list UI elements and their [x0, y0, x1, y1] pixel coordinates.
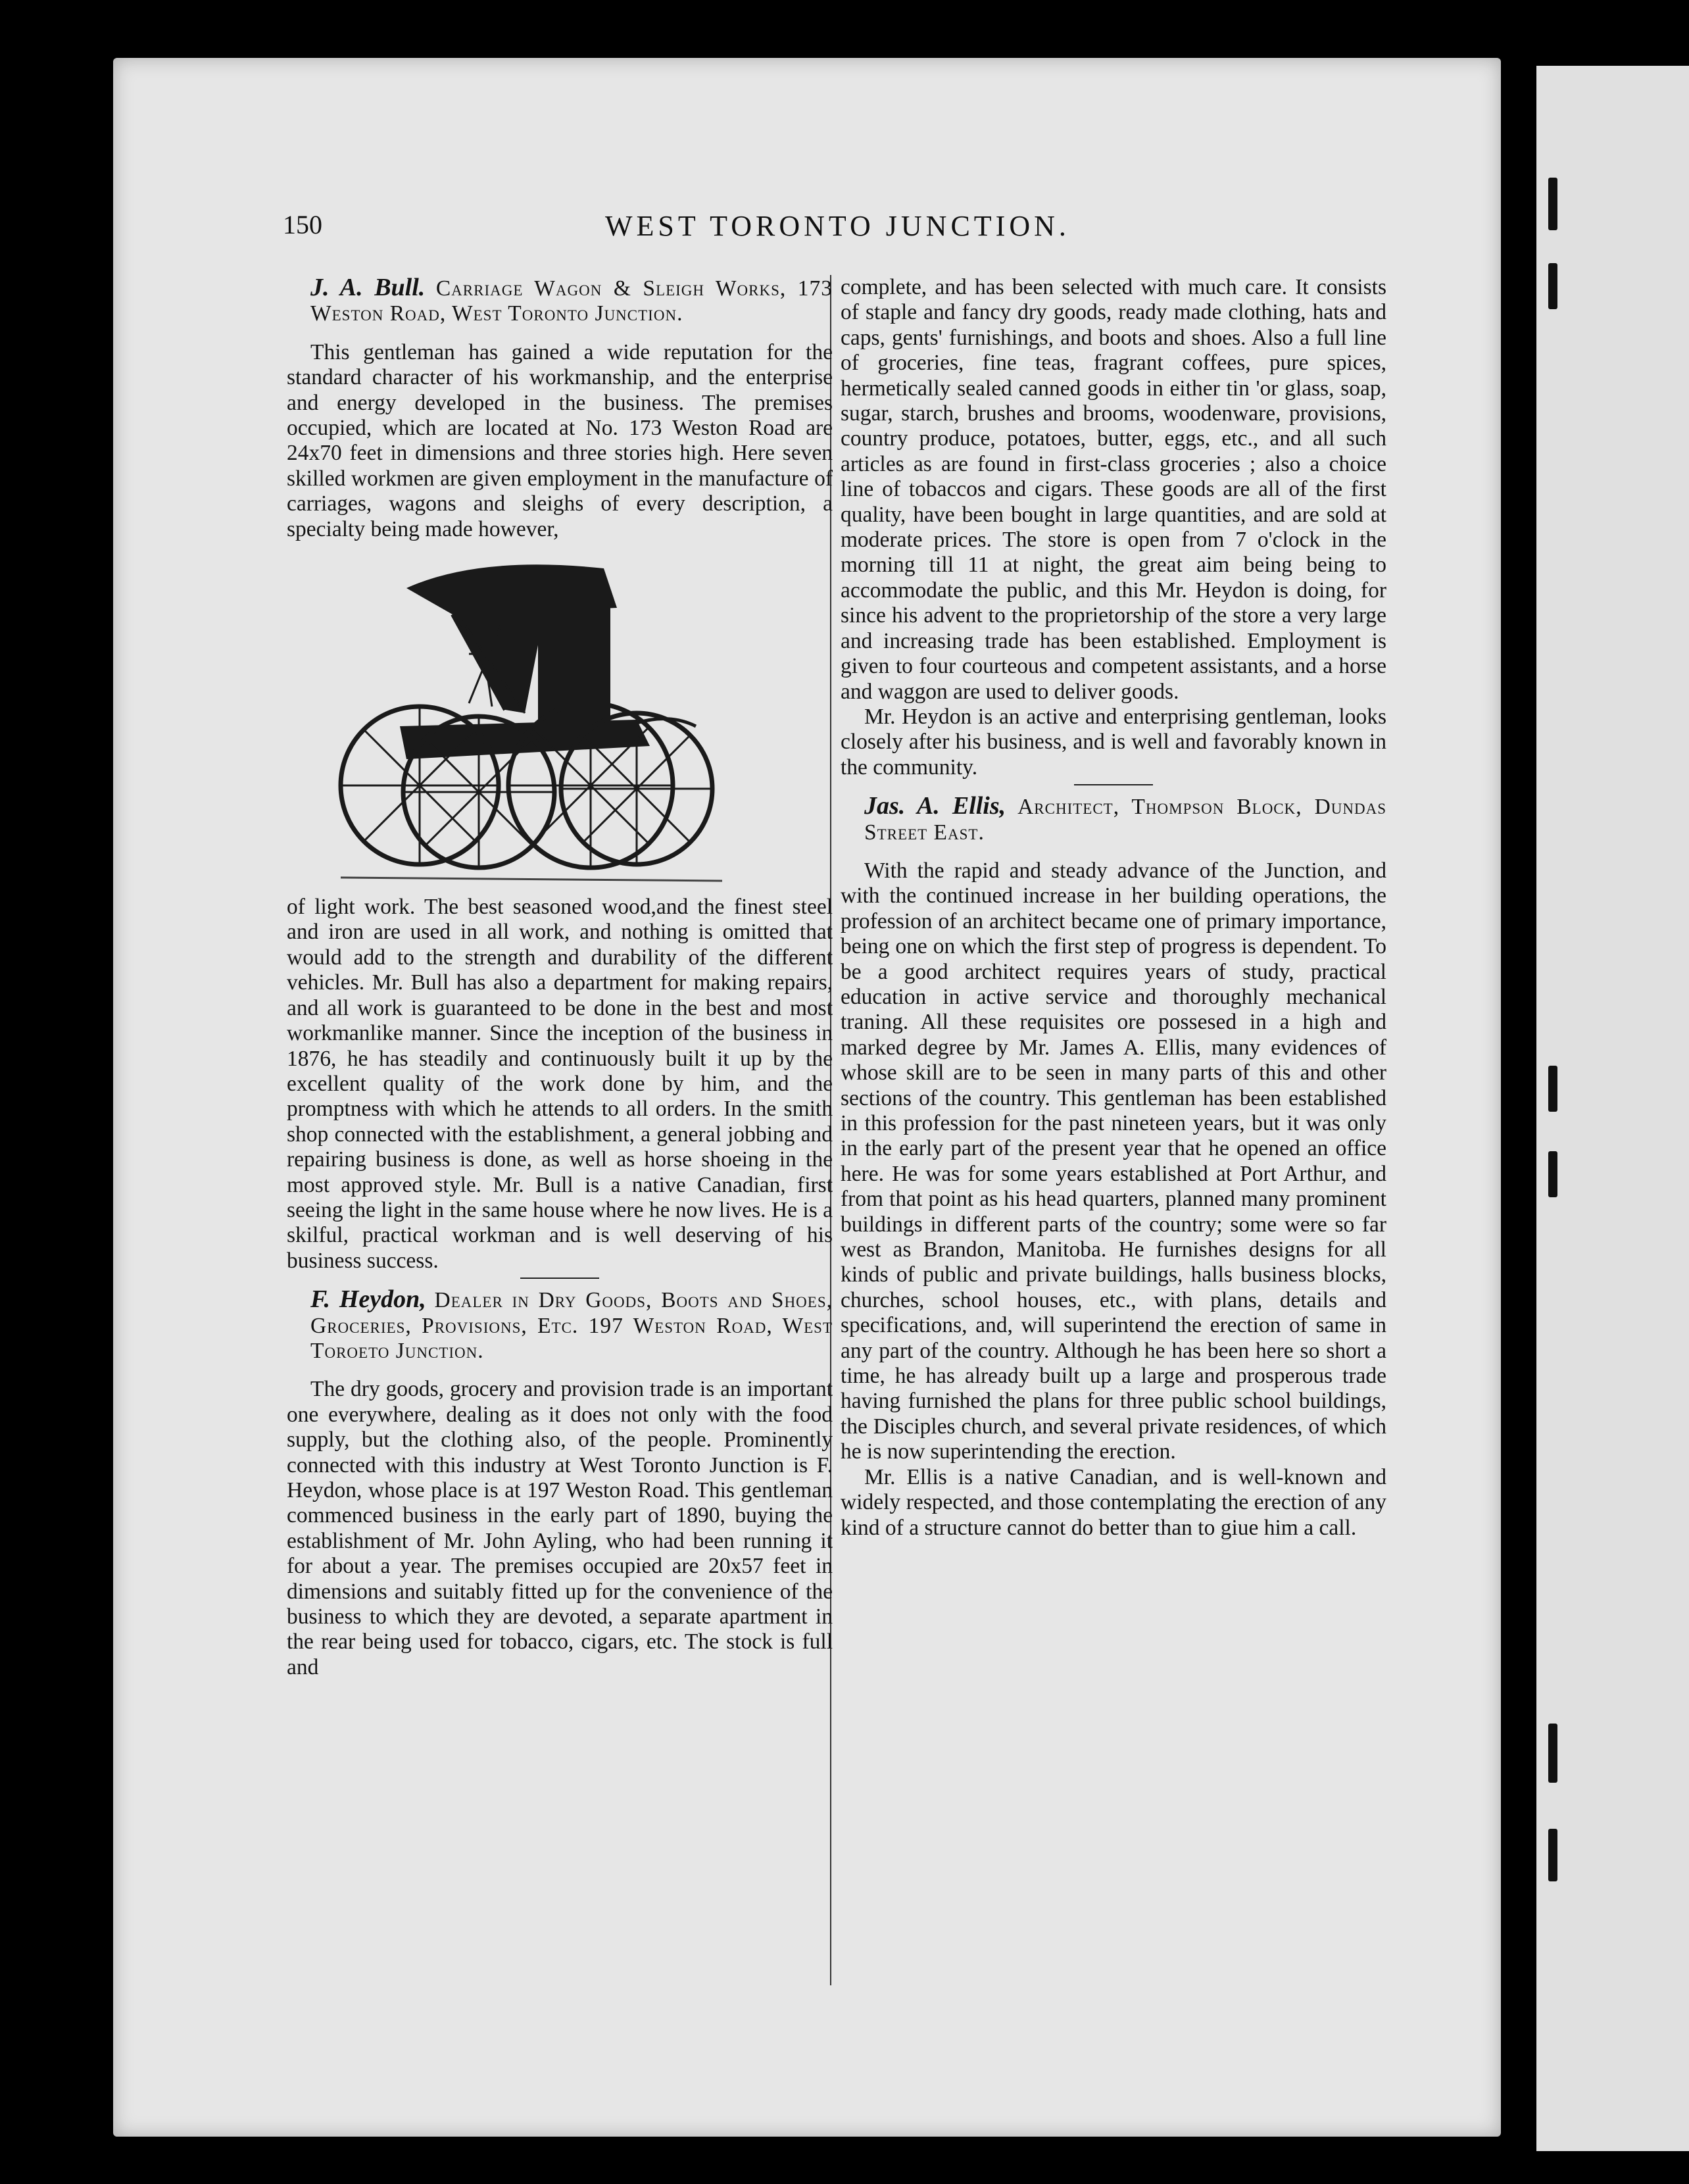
edge-mark [1548, 178, 1557, 230]
article-heading-bull [287, 275, 833, 327]
page-number: 150 [283, 210, 322, 239]
adjacent-page-edge [1536, 66, 1689, 2151]
edge-mark [1548, 1829, 1557, 1881]
carriage-illustration [328, 549, 735, 891]
edge-mark [1548, 263, 1557, 309]
article-paragraph: With the rapid and steady advance of the Junction, and with the continued increase in her building operations, the profession of an architect became one of primary importance, being one on which the first step of progress is dependent. To be a good architect requires years of study, practical education in active service and thoroughly mechanical traning. All these requisites ore possesed in a high and marked degree by Mr. James A. Ellis, many evidences of whose skill are to be seen in many parts of this and other sections of the country. This gentleman has been established in this profession for the past nineteen years, but it was only in the early part of the present year that he opened an office here. He was for some years established at Port Arthur, and from that point as his head quarters, planned many prominent buildings in different parts of the country; some were so far west as Brandon, Manitoba. He furnishes designs for all kinds of public and private buildings, halls business blocks, churches, school houses, etc., with plans, details and specifications, and, will superintend the erection of same in any part of the country. Although he has been here so short a time, he has already built up a large and prosperous trade having furnished the plans for three public school buildings, the Disciples church, and several private residences, of which he is now superintending the erection. [841, 858, 1386, 1464]
article-paragraph: Mr. Heydon is an active and enterprising gentleman, looks closely after his business, and is well and favorably known in the community. [841, 704, 1386, 780]
business-heading: Architect, Thompson Block, Dundas Street East. [864, 795, 1386, 845]
article-paragraph: This gentleman has gained a wide reputation for the standard character of his workmanship, and the enterprise and energy developed in the business. The premises occupied, which are located at No. 173 Weston Road are 24x70 feet in dimensions and three stories high. Here seven skilled workmen are given employment in the manufacture of carriages, wagons and sleighs of every description, a specialty being made however, [287, 339, 833, 541]
proprietor-name: F. Heydon, [310, 1285, 426, 1314]
article-paragraph: of light work. The best seasoned wood,and the finest steel and iron are used in all work, and nothing is omitted that would add to the strength and durability of the different vehicles. Mr. Bull has also a department for making repairs, and all work is guaranteed to be done in the best and most workmanlike manner. Since the inception of the business in 1876, he has steadily and continuously built it up by the excellent quality of the work done by him, and the promptness with which he attends to all orders. In the smith shop connected with the establishment, a general jobbing and repairing business is done, as well as horse shoeing in the most approved style. Mr. Bull is a native Canadian, first seeing the light in the same house where he now lives. He is a skilful, practical workman and is well deserving of his business success. [287, 895, 833, 1273]
running-title: WEST TORONTO JUNCTION. [605, 210, 1070, 242]
right-column [841, 275, 1386, 1541]
proprietor-name: Jas. A. Ellis, [864, 792, 1006, 820]
edge-mark [1548, 1066, 1557, 1112]
section-rule [520, 1278, 599, 1279]
edge-mark [1548, 1151, 1557, 1197]
article-heading-ellis [841, 793, 1386, 845]
business-heading: Dealer in Dry Goods, Boots and Shoes, Groceries, Provisions, Etc. 197 Weston Road, West Toroeto Junction. [310, 1288, 833, 1363]
article-paragraph: complete, and has been selected with much care. It consists of staple and fancy dry goods, ready made clothing, hats and caps, gents' furnishings, and boots and shoes. Also a full line of groceries, fine teas, fragrant coffees, pure spices, hermetically sealed canned goods in either tin 'or glass, soap, sugar, starch, brushes and brooms, woodenware, provisions, country produce, potatoes, butter, eggs, etc., and all such articles as are found in first-class groceries ; also a choice line of tobaccos and cigars. These goods are all of the first quality, have been bought in large quantities, and are sold at moderate prices. The store is open from 7 o'clock in the morning till 11 at night, the great aim being being to accommodate the public, and this Mr. Heydon is doing, for since his advent to the proprietorship of the store a very large and increasing trade has been established. Employment is given to four courteous and competent assistants, and a horse and waggon are used to deliver goods. [841, 275, 1386, 704]
edge-mark [1548, 1724, 1557, 1783]
left-column [287, 275, 833, 1680]
article-paragraph: The dry goods, grocery and provision trade is an important one everywhere, dealing as it does not only with the food supply, but the clothing also, of the people. Prominently connected with this industry at West Toronto Junction is F. Heydon, whose place is at 197 Weston Road. This gentleman commenced business in the early part of 1890, buying the establishment of Mr. John Ayling, who had been running it for about a year. The premises occupied are 20x57 feet in dimensions and suitably fitted up for the convenience of the business to which they are devoted, a separate apartment in the rear being used for tobacco, cigars, etc. The stock is full and [287, 1377, 833, 1679]
running-head [283, 209, 1131, 249]
article-heading-heydon [287, 1287, 833, 1364]
section-rule [1074, 784, 1153, 785]
proprietor-name: J. A. Bull. [310, 274, 426, 301]
business-heading: Carriage Wagon & Sleigh Works, 173 Weston Road, West Toronto Junction. [310, 276, 833, 326]
article-paragraph: Mr. Ellis is a native Canadian, and is well-known and widely respected, and those contemplating the erection of any kind of a structure cannot do better than to giue him a call. [841, 1464, 1386, 1540]
